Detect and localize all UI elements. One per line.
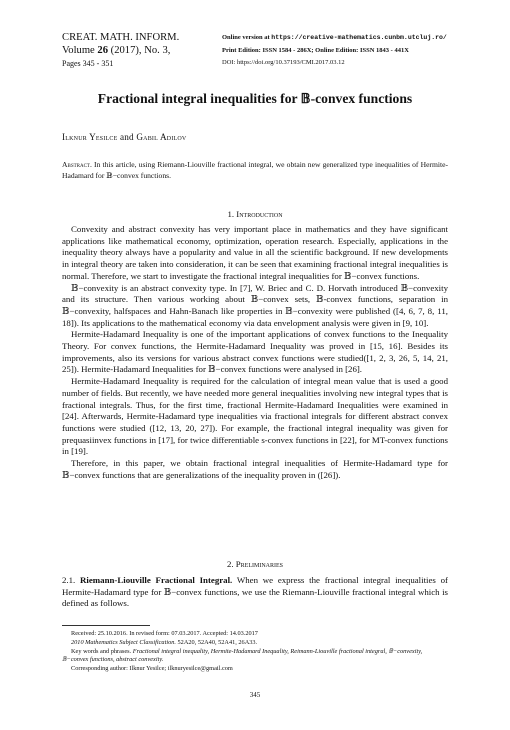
doi-link[interactable]: DOI: https://doi.org/10.37193/CMI.2017.03.12 — [222, 59, 345, 66]
subsection-title: Riemann-Liouville Fractional Integral. — [80, 575, 233, 585]
subsection-riemann-liouville: 2.1. Riemann-Liouville Fractional Integral. When we express the fractional integral inequalities of Hermite-Hadamard type for 𝔹−convex functions, we use the Riemann-Liouville fractional integral which is defined as follows. — [62, 575, 448, 609]
intro-paragraph-2: 𝔹−convexity is an abstract convexity type. In [7], W. Briec and C. D. Horvath introduced 𝔹−convexity and its structure. Then various working about 𝔹−convex sets, 𝔹-convex functions, separation in 𝔹−convexity, halfspaces and Hahn-Banach like properties in 𝔹−convexity were published ([4, 6, 7, 8, 11, 18]). Its applications to the mathematical economy via data envelopment analysis were given in [9, 10]. — [62, 282, 448, 328]
abstract-label: Abstract. — [62, 160, 92, 169]
abstract-text: In this article, using Riemann-Liouville fractional integral, we obtain new generalized type inequalities of Hermite-Hadamard for 𝔹−convex functions. — [62, 160, 448, 180]
journal-header — [62, 31, 222, 70]
page-range: Pages 345 - 351 — [62, 58, 114, 68]
publication-info — [222, 32, 492, 70]
journal-name: CREAT. MATH. INFORM. — [62, 32, 180, 43]
author-2: Gabil Adilov — [136, 132, 187, 142]
intro-paragraph-4: Hermite-Hadamard Inequality is required for the calculation of integral mean value that is used a good number of fields. But recently, we have needed more general inequalities involving new integral types that is fractional integrals. Thus, for the first time, fractional Hermite-Hadamard Inequalities were examined in [24]. Afterwards, Hermite-Hadamard type inequalities via fractional integrals for different abstract convex functions were studied ([12, 13, 20, 27]). For example, the fractional integral inequality was given for prequasiinvex functions in [17], for twice differentiable s-convex functions in [22], for MT-convex functions in [19]. — [62, 376, 448, 457]
corresponding-author: Corresponding author: Ilknur Yesilce; ilknuryesilce@gmail.com — [71, 665, 233, 673]
online-version-line: Online version at https://creative-mathematics.cunbm.utcluj.ro/ — [222, 34, 447, 41]
author-1: Ilknur Yesilce — [62, 132, 118, 142]
keywords: Key words and phrases. Fractional integral inequality, Hermite-Hadamard Inequality, Reimann-Liouville fractional integral, 𝔹−convexity, 𝔹−convex functions, abstract convexity. — [62, 647, 423, 664]
volume-line: Volume 26 (2017), No. 3, — [62, 45, 171, 57]
intro-paragraph-1: Convexity and abstract convexity has very important place in mathematics and they have significant applications like mathematical economy, optimization, operation research. Especially, applications in the inequality theory always have a popularity and value in all the scientific background. If new developments in integral theory are taken into consideration, it can be seen that examining fractional integral inequalities is normal. Therefore, we start to investigate the fractional integral inequalities for 𝔹−convex functions. — [62, 224, 448, 281]
section-heading-introduction: 1. Introduction — [227, 209, 283, 219]
author-connector: and — [119, 132, 134, 142]
paper-title: Fractional integral inequalities for 𝔹-convex functions — [97, 91, 413, 106]
section-heading-preliminaries: 2. Preliminaries — [226, 559, 284, 569]
footnote-divider — [62, 625, 150, 626]
intro-paragraph-3: Hermite-Hadamard Inequality is one of the important applications of convex functions to the Inequality Theory. For convex functions, the Hermite-Hadamard Inequality was proved in [15, 16]. Besides its improvements, also its versions for various abstract convex functions were studied([1, 2, 3, 26, 5, 14, 21, 25]). Hermite-Hadamard Inequalities for 𝔹−convex functions were analysed in [26]. — [62, 329, 448, 375]
abstract — [62, 160, 448, 182]
received-dates: Received: 25.10.2016. In revised form: 07.03.2017. Accepted: 14.03.2017 — [71, 630, 258, 637]
msc-classification: 2010 Mathematics Subject Classification. 52A20, 52A40, 52A41, 26A33. — [71, 638, 258, 646]
journal-url-link[interactable]: https://creative-mathematics.cunbm.utcluj.ro/ — [271, 34, 447, 41]
intro-paragraph-5: Therefore, in this paper, we obtain fractional integral inequalities of Hermite-Hadamard type for 𝔹−convex functions that are generalizations of the inequality proven in ([26]). — [62, 458, 448, 480]
page-number: 345 — [249, 691, 261, 699]
footnotes — [62, 630, 448, 674]
issn-line: Print Edition: ISSN 1584 - 286X; Online Edition: ISSN 1843 - 441X — [222, 46, 409, 54]
author-line — [62, 132, 186, 142]
introduction-body — [62, 224, 448, 481]
preliminaries-body — [62, 575, 448, 610]
volume-number: 26 — [97, 45, 109, 57]
